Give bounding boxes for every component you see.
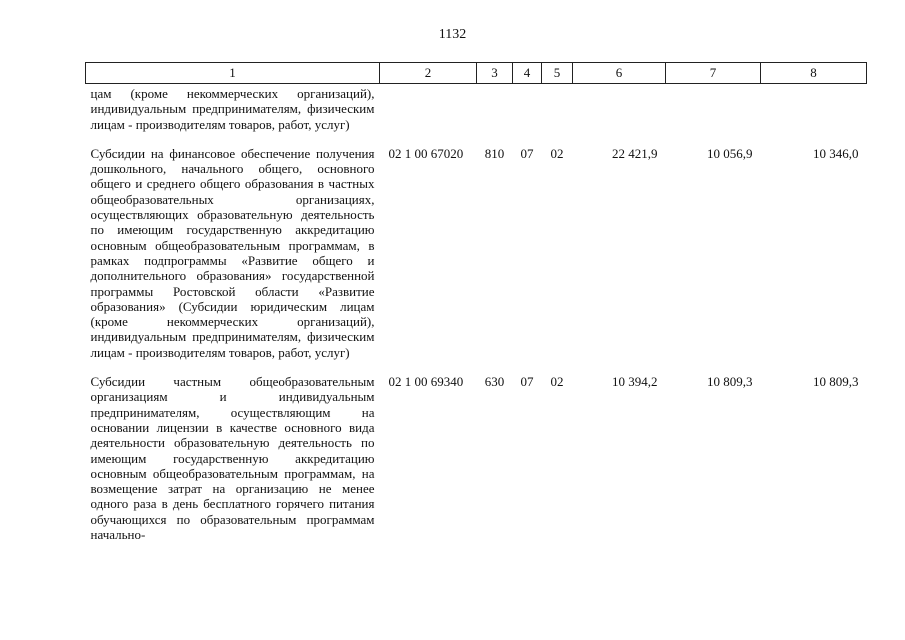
subsection-code: 02 [550,145,564,161]
amount-col7 [666,84,761,146]
expense-type-code [477,84,513,146]
row-description: Субсидии частным общеобразовательным организациям и индивидуальным предпринимателям, осуществляющим на основании лицензии в качестве основного вида деятельности образовательную деятельность по имеющим государственную аккредитацию основным общеобразовательным программам, на возмещение затрат на организацию не менее одного раза в день бесплатного горячего питания обучающихся по образовательным программам начально- [90,374,375,543]
row-description: цам (кроме некоммерческих организаций), индивидуальным предпринимателям, физическим лицам - производителям товаров, работ, услуг) [90,86,375,132]
column-header: 4 [513,63,542,84]
budget-table [85,62,867,556]
column-header: 2 [380,63,477,84]
amount-col7: 10 056,9 [707,145,753,161]
subsection-code: 02 [550,374,564,390]
table-row [86,146,867,374]
amount-col8 [761,84,867,146]
section-code: 07 [520,374,534,390]
target-article-code [380,84,477,146]
expense-type-code: 810 [484,145,505,161]
subsection-code [542,84,573,146]
table-header-row [86,63,867,84]
table-row [86,374,867,556]
column-header: 5 [542,63,573,84]
column-header: 1 [86,63,380,84]
target-article-code: 02 1 00 69340 [388,374,464,390]
amount-col8: 10 346,0 [813,145,859,161]
section-code: 07 [520,145,534,161]
page-number: 1132 [438,27,467,42]
column-header: 6 [573,63,666,84]
target-article-code: 02 1 00 67020 [388,145,464,161]
amount-col6: 22 421,9 [612,145,658,161]
section-code [513,84,542,146]
column-header: 3 [477,63,513,84]
expense-type-code: 630 [484,374,505,390]
row-description: Субсидии на финансовое обеспечение получения дошкольного, начального общего, основного общего и среднего общего образования в частных общеобразовательных организациях, осуществляющих образовательную деятельность по имеющим государственную аккредитацию основным общеобразовательным программам, в рамках подпрограммы «Развитие общего и дополнительного образования» государственной программы Ростовской области «Развитие образования» (Субсидии юридическим лицам (кроме некоммерческих организаций), индивидуальным предпринимателям, физическим лицам - производителям товаров, работ, услуг) [90,145,375,360]
amount-col7: 10 809,3 [707,374,753,390]
column-header: 7 [666,63,761,84]
table-row [86,84,867,146]
amount-col6: 10 394,2 [612,374,658,390]
column-header: 8 [761,63,867,84]
amount-col8: 10 809,3 [813,374,859,390]
amount-col6 [573,84,666,146]
